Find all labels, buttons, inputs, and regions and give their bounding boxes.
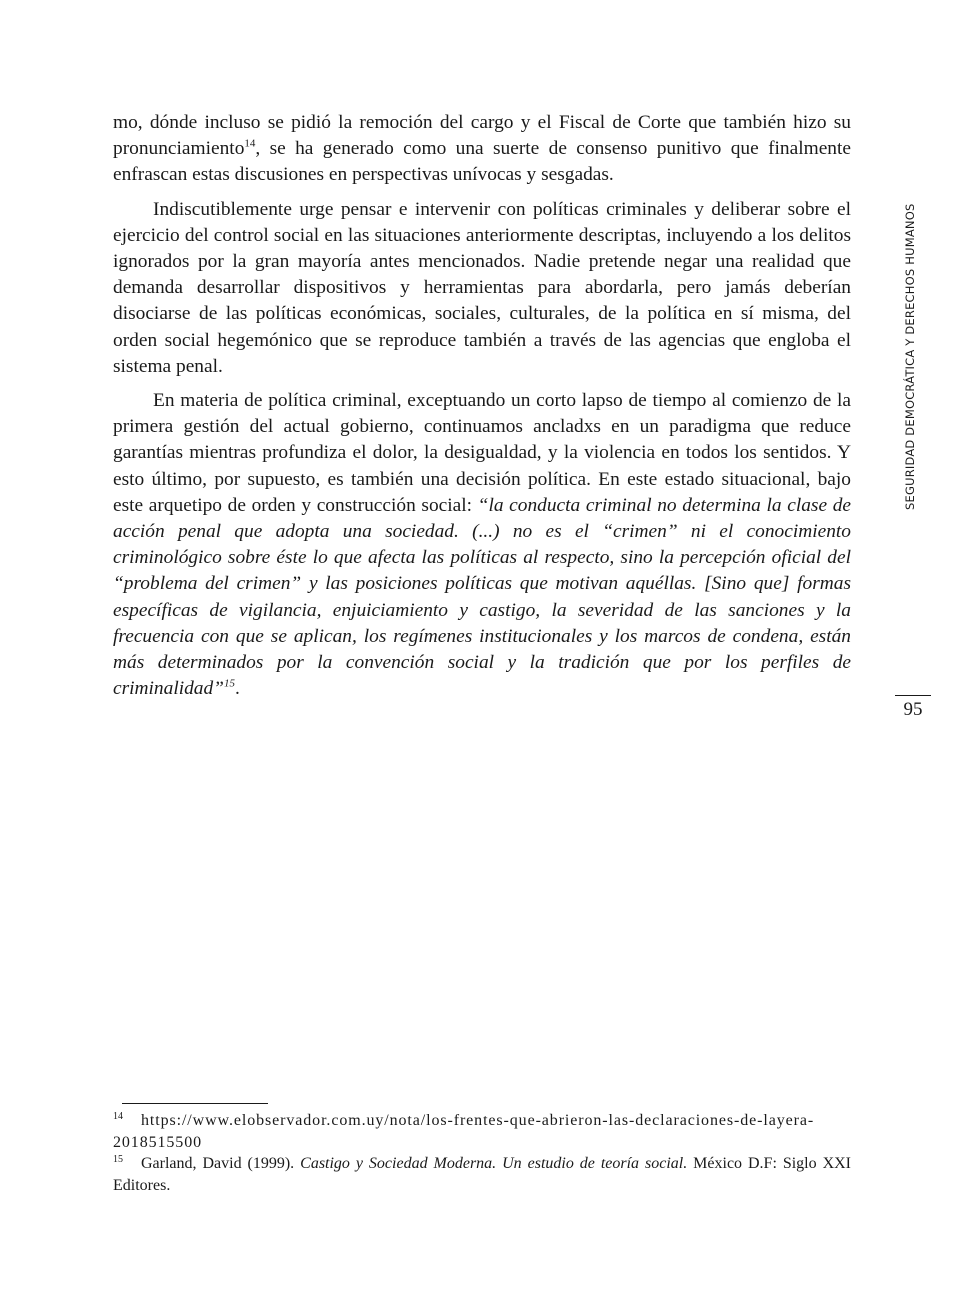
footnote-15 xyxy=(113,1153,851,1196)
paragraph-1-text-cont: , se ha generado como una suerte de consenso punitivo que finalmente enfrascan estas discusiones en perspectivas unívocas y sesgadas. xyxy=(113,138,851,186)
paragraph-3-text: En materia de política criminal, exceptuando un corto lapso de tiempo al comienzo de la primera gestión del actual gobierno, continuamos ancladxs en un paradigma que reduce garantías mientras profundiza el dolor, la desigualdad, y la violencia en todos los sentidos. Y esto último, por supuesto, es también una decisión política. En este estado situacional, bajo este arquetipo de orden y construcción social: xyxy=(113,390,851,516)
footnote-ref-15[interactable]: 15 xyxy=(223,677,235,690)
footnote-15-publisher: México D.F: Siglo XXI Editores. xyxy=(113,1155,852,1194)
running-header-vertical: SEGURIDAD DEMOCRÁTICA Y DERECHOS HUMANOS xyxy=(903,203,917,510)
footnote-15-number: 15 xyxy=(113,1153,123,1165)
footnotes xyxy=(113,1110,851,1196)
footnote-separator xyxy=(122,1103,268,1104)
footnote-14-number: 14 xyxy=(113,1110,123,1122)
paragraph-2: Indiscutiblemente urge pensar e intervenir con políticas criminales y deliberar sobre el ejercicio del control social en las situaciones anteriormente descriptas, incluyendo a los delitos ignorados por la gran mayoría antes mencionados. Nadie pretende negar una realidad que demanda desarrollar dispositivos y herramientas para abordarla, pero jamás deberían disociarse de las políticas económicas, sociales, culturales, de la política en sí misma, del orden social hegemónico que se reproduce también a través de las agencias que engloba el sistema penal. xyxy=(113,198,851,377)
page-number: 95 xyxy=(903,699,923,720)
garland-quote: “la conducta criminal no determina la clase de acción penal que adopta una sociedad. (...) no es el “crimen” ni el conocimiento criminológico sobre éste lo que afecta las políticas al respecto, sino la percepción oficial del “problema del crimen” y las posiciones políticas que motivan aquéllas. [Sino que] formas específicas de vigilancia, enjuiciamiento y castigo, la severidad de las sanciones y la frecuencia con que se aplican, los regímenes institucionales y los marcos de condena, están más determinados por la convención social y la tradición que por los perfiles de criminalidad” xyxy=(113,494,851,700)
paragraph-3 xyxy=(113,388,851,702)
page-number-rule xyxy=(895,695,931,696)
paragraph-1 xyxy=(113,110,851,189)
main-text xyxy=(113,110,851,710)
footnote-ref-14[interactable]: 14 xyxy=(244,137,256,150)
footnote-15-author: Garland, David (1999). xyxy=(141,1155,301,1172)
paragraph-1-text: mo, dónde incluso se pidió la remoción del cargo y el Fiscal de Corte que también hizo su pronunciamiento xyxy=(113,112,851,160)
footnote-15-book-title: Castigo y Sociedad Moderna. Un estudio de teoría social. xyxy=(300,1155,688,1172)
footnote-14-link[interactable]: https://www.elobservador.com.uy/nota/los-frentes-que-abrieron-las-declaraciones-de-layera-2018515500 xyxy=(113,1112,815,1151)
footnote-14 xyxy=(113,1110,851,1153)
paragraph-3-end: . xyxy=(234,678,240,700)
